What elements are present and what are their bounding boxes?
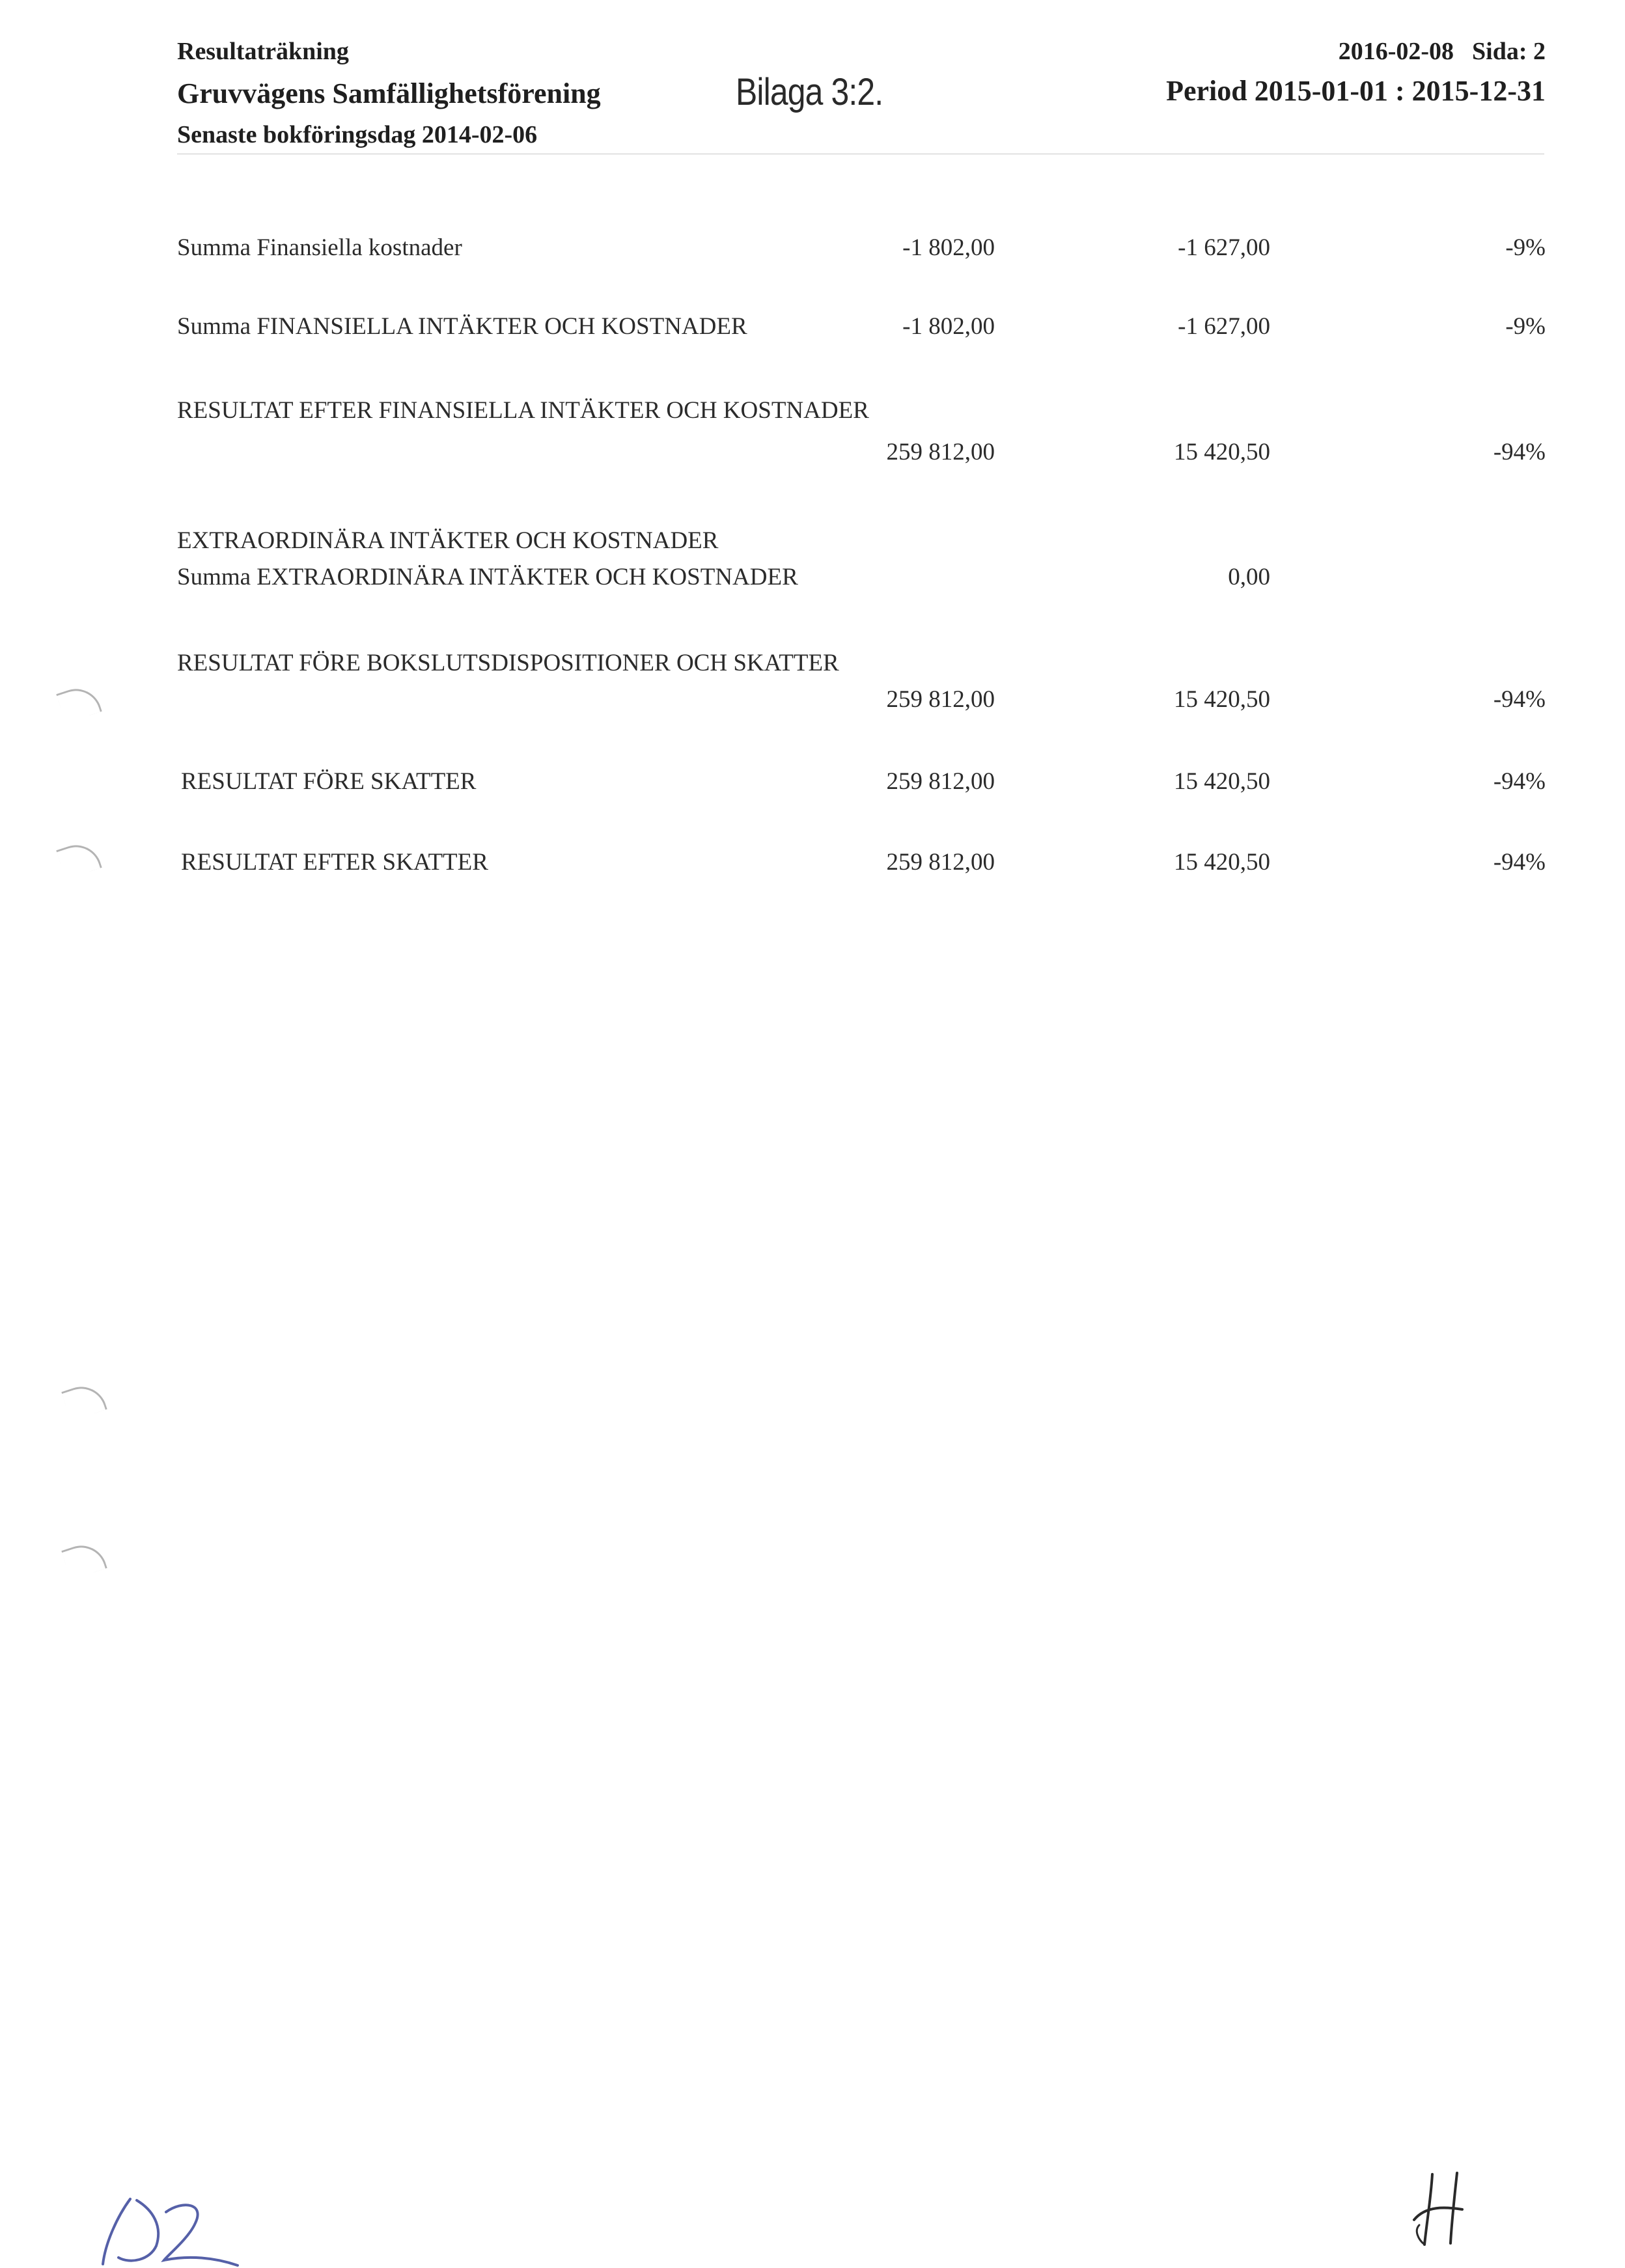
report-period: Period 2015-01-01 : 2015-12-31 [1166, 75, 1546, 107]
row-value-previous: 15 420,50 [1174, 768, 1270, 795]
row-value-previous: 15 420,50 [1174, 849, 1270, 876]
row-value-previous: 0,00 [1228, 564, 1270, 590]
row-value-previous: 15 420,50 [1174, 686, 1270, 713]
print-date-group [1339, 39, 1546, 64]
row-value-change: -9% [1505, 234, 1546, 261]
row-value-previous: 15 420,50 [1174, 439, 1270, 465]
row-label: EXTRAORDINÄRA INTÄKTER OCH KOSTNADER [177, 527, 719, 554]
row-value-change: -94% [1493, 439, 1546, 465]
row-value-current: 259 812,00 [886, 686, 995, 713]
binder-hole-mark [56, 838, 102, 879]
annex-label: Bilaga 3:2. [736, 71, 883, 113]
row-value-current: 259 812,00 [886, 849, 995, 876]
row-label: Summa Finansiella kostnader [177, 234, 462, 261]
row-value-change: -94% [1493, 768, 1546, 795]
binder-hole-mark [61, 1539, 107, 1580]
row-value-current: 259 812,00 [886, 768, 995, 795]
row-value-change: -94% [1493, 686, 1546, 713]
row-label: RESULTAT EFTER FINANSIELLA INTÄKTER OCH KOSTNADER [177, 397, 869, 424]
last-booking-day: Senaste bokföringsdag 2014-02-06 [177, 121, 538, 148]
row-label: RESULTAT EFTER SKATTER [181, 849, 488, 876]
binder-hole-mark [61, 1380, 107, 1421]
row-label: Summa FINANSIELLA INTÄKTER OCH KOSTNADER [177, 313, 747, 340]
signature-right [1406, 2168, 1478, 2248]
row-value-current: 259 812,00 [886, 439, 995, 465]
row-value-change: -9% [1505, 313, 1546, 340]
binder-hole-mark [56, 682, 102, 723]
signature-left [91, 2187, 260, 2268]
report-title: Resultaträkning [177, 38, 349, 65]
row-label: RESULTAT FÖRE SKATTER [181, 768, 477, 795]
print-date: 2016-02-08 [1338, 38, 1454, 65]
page-number: Sida: 2 [1472, 38, 1546, 65]
row-value-previous: -1 627,00 [1178, 234, 1270, 261]
row-label: Summa EXTRAORDINÄRA INTÄKTER OCH KOSTNADER [177, 564, 798, 590]
row-value-previous: -1 627,00 [1178, 313, 1270, 340]
row-value-current: -1 802,00 [902, 234, 995, 261]
row-value-change: -94% [1493, 849, 1546, 876]
row-value-current: -1 802,00 [902, 313, 995, 340]
organization-name: Gruvvägens Samfällighetsförening [177, 77, 601, 109]
row-label: RESULTAT FÖRE BOKSLUTSDISPOSITIONER OCH SKATTER [177, 650, 839, 676]
